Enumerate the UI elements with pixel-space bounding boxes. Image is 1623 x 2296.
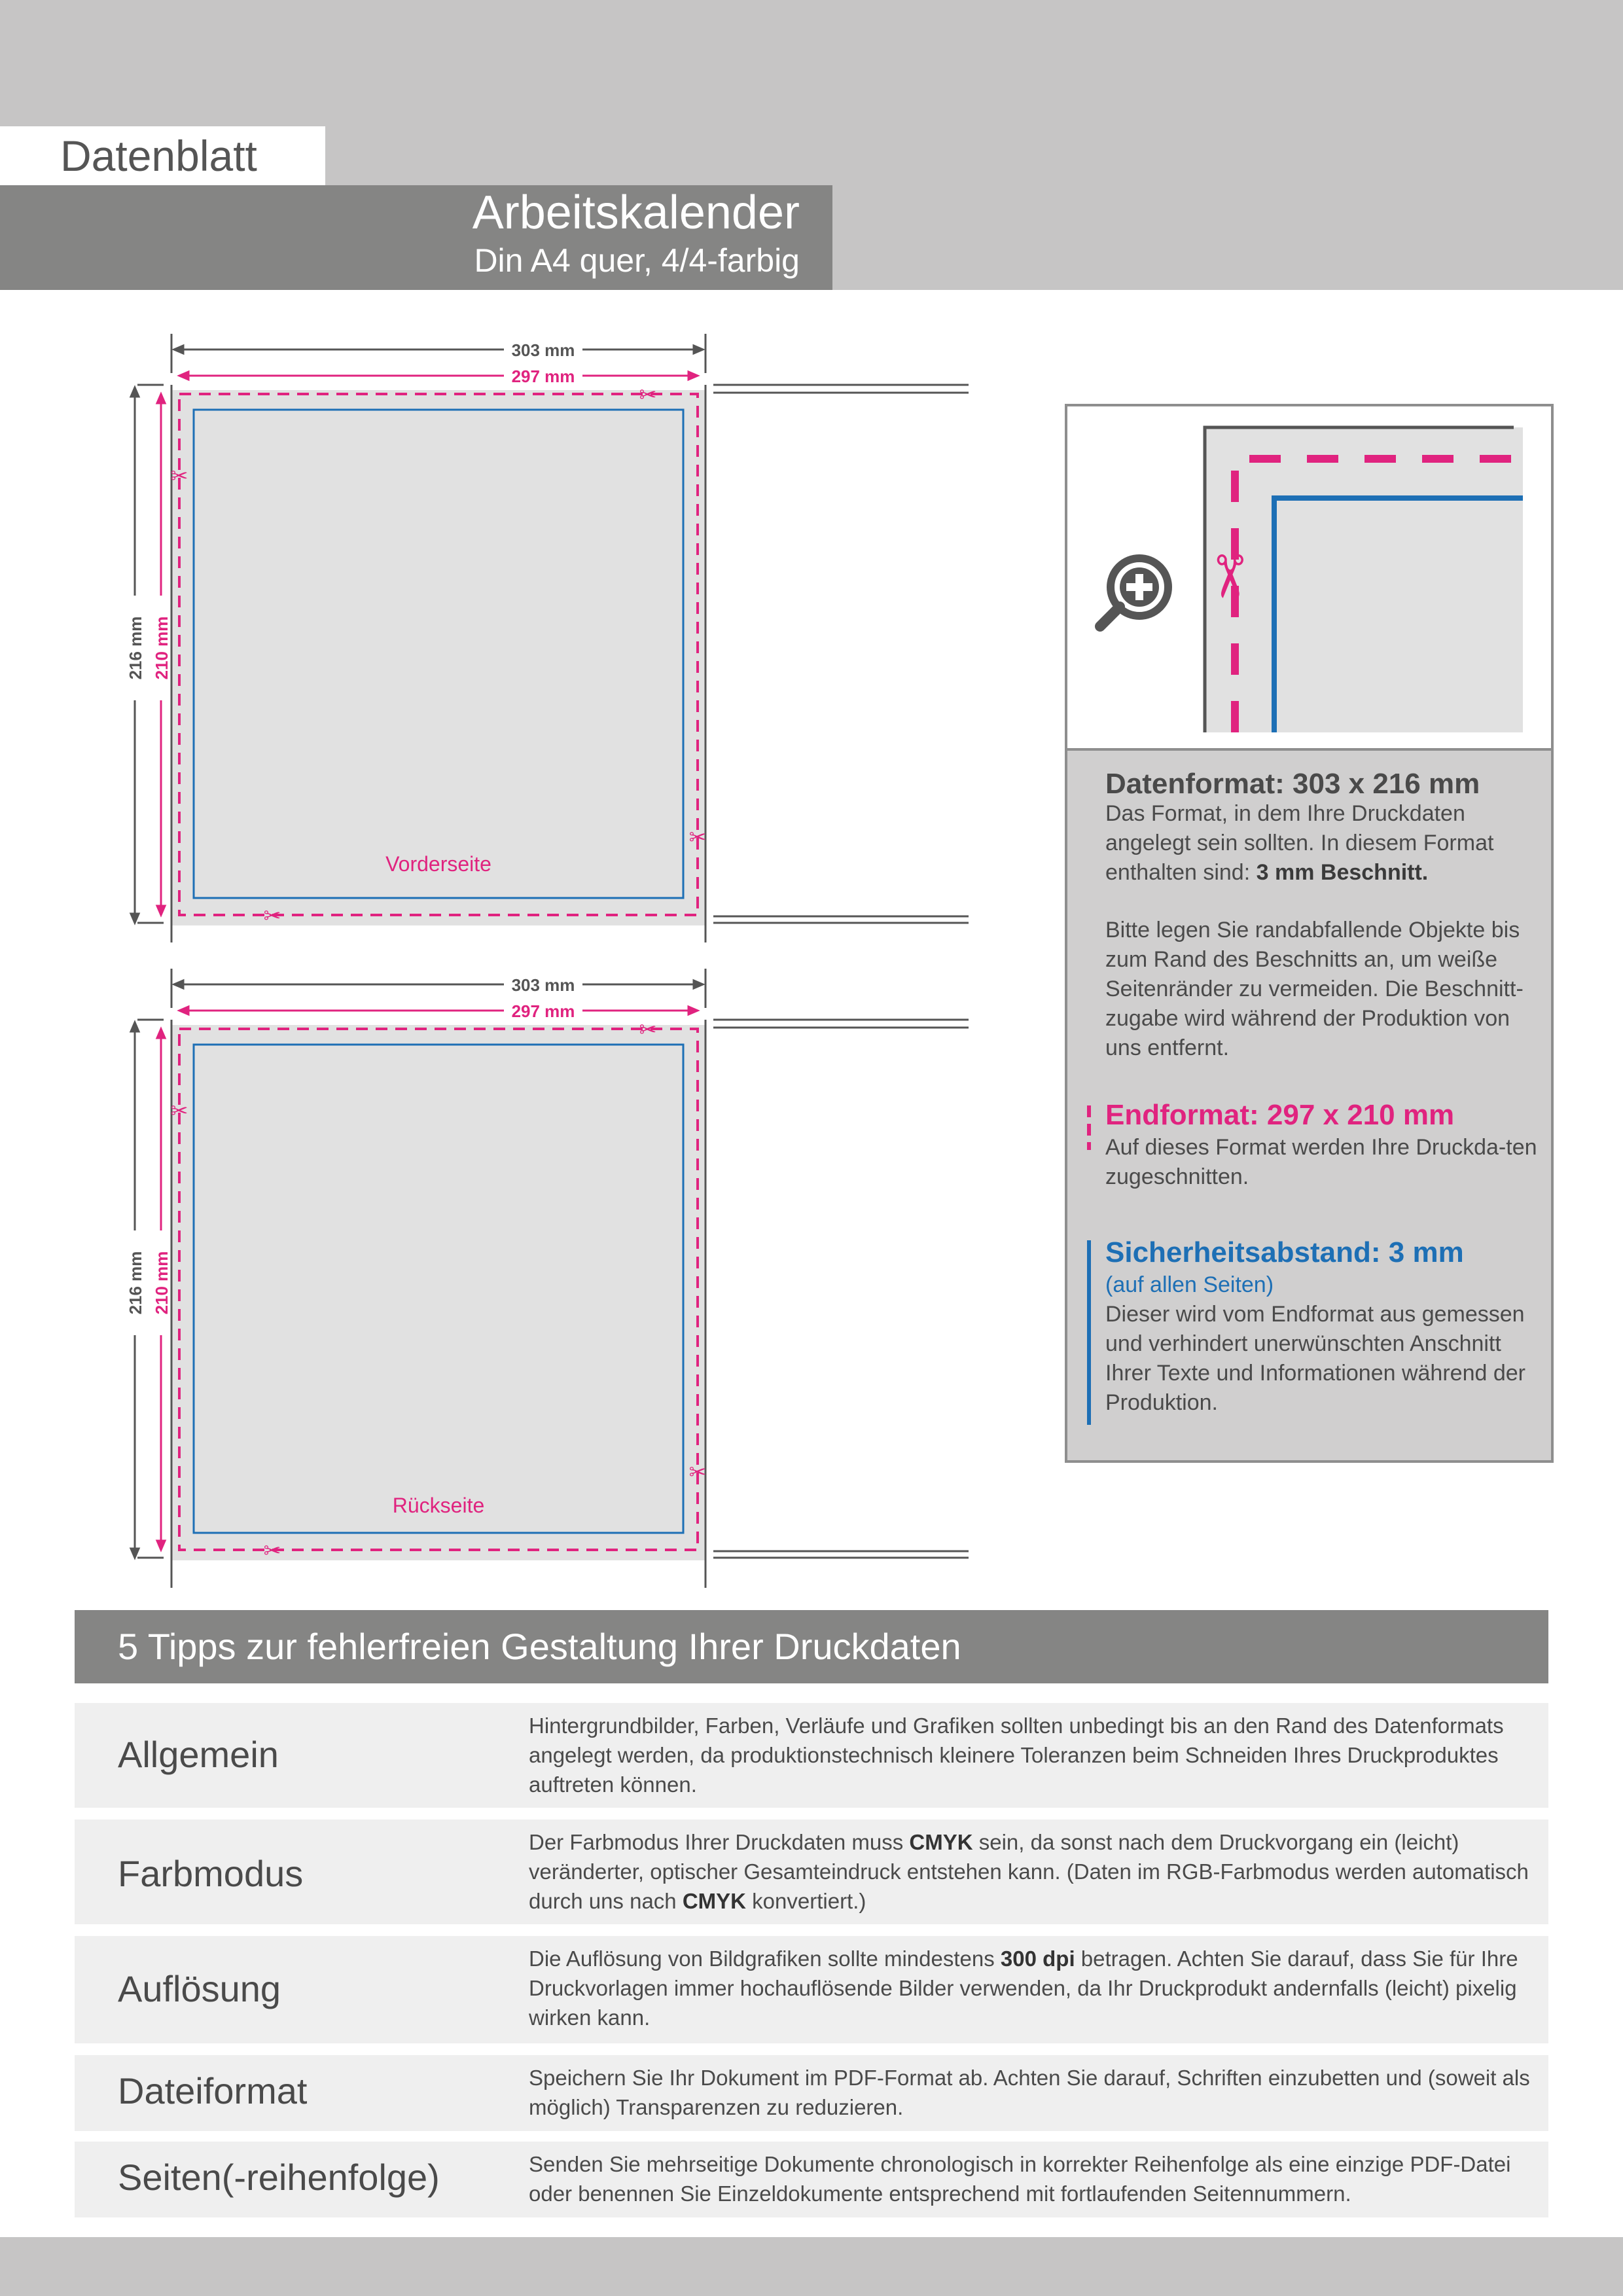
tip-label: Dateiformat [118,2070,308,2111]
sicherheit-title: Sicherheitsabstand: 3 mm [1105,1236,1464,1268]
tip-row [75,1703,1548,1808]
tip-text: Speichern Sie Ihr Dokument im PDF-Format ab. Achten Sie darauf, Schriften einzubetten und (soweit als möglich) Transparenzen zu reduzieren. [529,2066,1530,2119]
sicherheit-marker [1087,1240,1091,1425]
product-subtitle: Din A4 quer, 4/4-farbig [474,242,800,279]
datenblatt-label: Datenblatt [60,132,257,180]
info-box [1065,751,1554,1463]
tip-label: Farbmodus [118,1853,304,1894]
sicherheit-text: Dieser wird vom Endformat aus gemessen und verhindert unerwünschten Anschnitt Ihrer Texte und Informationen während der Produktion. [1105,1302,1525,1415]
front-diagram [111,334,975,942]
datenformat-title: Datenformat: 303 x 216 mm [1105,768,1480,800]
outer-height-label: 216 mm [126,1251,145,1315]
scissors-icon: ✂ [263,904,281,927]
tip-text: Hintergrundbilder, Farben, Verläufe und Grafiken sollten unbedingt bis an den Rand des Datenformats angelegt werden, da produktionstechnisch kleinere Toleranzen beim Schneiden Ihres Druckproduktes auftreten können. [529,1713,1504,1797]
tip-label: Auflösung [118,1968,281,2009]
endformat-text: Auf dieses Format werden Ihre Druckda-ten zugeschnitten. [1105,1135,1537,1189]
tip-row [75,1936,1548,2043]
back-diagram [111,969,975,1597]
inner-width-dimension [179,1007,698,1014]
scissors-icon: ✂ [639,383,657,406]
scissors-icon: ✂ [1196,552,1261,601]
tips-title: 5 Tipps zur fehlerfreien Gestaltung Ihrer Druckdaten [118,1626,961,1667]
tip-row [75,2142,1548,2217]
scissors-icon: ✂ [170,464,188,488]
zoom-detail-illustration [1067,406,1551,751]
zoom-detail-box [1065,404,1554,751]
inner-height-label: 210 mm [152,616,171,680]
tip-text: Die Auflösung von Bildgrafiken sollte mindestens 300 dpi betragen. Achten Sie darauf, dass Sie für Ihre Druckvorlagen immer hochauflösende Bilder verwenden, da Ihr Druckprodukt andernfalls (leicht) pixelig wirken kann. [529,1946,1518,2030]
tip-text: Senden Sie mehrseitige Dokumente chronologisch in korrekter Reihenfolge als eine einzige PDF-Datei oder benennen Sie Einzeldokumente entsprechend mit fortlaufenden Seitennummern. [529,2152,1511,2206]
scissors-icon: ✂ [688,825,707,849]
inner-width-label: 297 mm [511,367,575,386]
format-panel [171,390,705,925]
tip-label: Allgemein [118,1734,279,1775]
scissors-icon: ✂ [170,1099,188,1122]
datenformat-text-2: Bitte legen Sie randabfallende Objekte bis zum Rand des Beschnitts an, um weiße Seitenränder zu vermeiden. Die Beschnitt-zugabe wird während der Produktion von uns entfernt. [1105,918,1524,1060]
scissors-icon: ✂ [639,1018,657,1041]
endformat-marker [1087,1105,1091,1150]
tip-label: Seiten(-reihenfolge) [118,2157,440,2198]
outer-width-label: 303 mm [511,340,575,360]
scissors-icon: ✂ [263,1539,281,1562]
side-label: Rückseite [392,1494,485,1517]
magnifier-icon [1100,558,1168,626]
endformat-title: Endformat: 297 x 210 mm [1105,1099,1455,1131]
outer-width-label: 303 mm [511,975,575,995]
back-format-diagram [111,969,975,1597]
sicherheit-subtitle: (auf allen Seiten) [1105,1272,1274,1297]
datenformat-text: Das Format, in dem Ihre Druckdaten angelegt sein sollten. In diesem Format enthalten sind: 3 mm Beschnitt. [1105,801,1494,885]
inner-width-label: 297 mm [511,1001,575,1021]
product-title: Arbeitskalender [472,187,800,239]
front-format-diagram [111,334,975,942]
tip-text: Der Farbmodus Ihrer Druckdaten muss CMYK sein, da sonst nach dem Druckvorgang ein (leicht) veränderter, optischer Gesamteindruck entstehen kann. (Daten im RGB-Farbmodus werden automatisch durch uns nach CMYK konvertiert.) [529,1830,1529,1913]
scissors-icon: ✂ [688,1460,707,1484]
footer-band [0,2237,1623,2296]
inner-width-dimension [179,372,698,380]
tip-row [75,1820,1548,1924]
outer-height-label: 216 mm [126,616,145,680]
outer-width-dimension [174,980,703,988]
side-label: Vorderseite [385,852,491,876]
inner-height-label: 210 mm [152,1251,171,1315]
format-panel [171,1025,705,1560]
tip-row [75,2055,1548,2131]
outer-width-dimension [174,346,703,353]
